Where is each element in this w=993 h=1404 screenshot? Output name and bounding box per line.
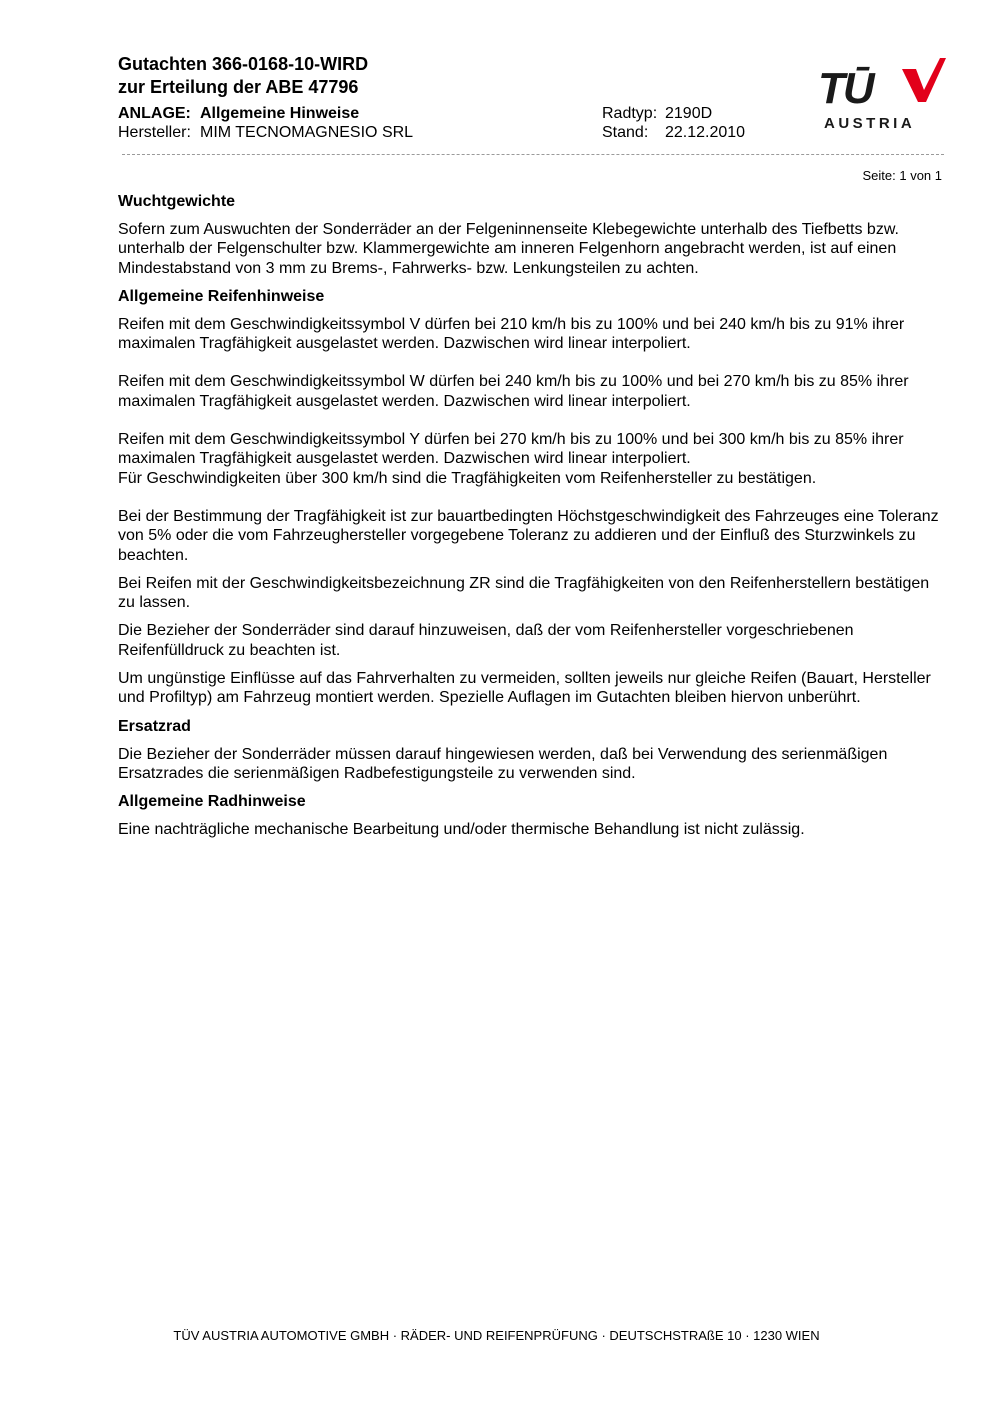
anlage-line	[118, 104, 359, 123]
anlage-value: Allgemeine Hinweise	[200, 105, 360, 122]
paragraph-gleiche-reifen: Um ungünstige Einflüsse auf das Fahrverhalten zu vermeiden, sollten jeweils nur gleiche Reifen (Bauart, Hersteller und Profiltyp) am Fahrzeug montiert werden. Spezielle Auflagen im Gutachten bleiben hiervon unberührt.	[118, 670, 931, 707]
header-divider	[122, 154, 944, 155]
paragraph-ersatzrad: Die Bezieher der Sonderräder müssen darauf hingewiesen werden, daß bei Verwendung des serienmäßigen Ersatzrades die serienmäßigen Radbefestigungsteile zu verwenden sind.	[118, 745, 888, 782]
radtyp-label: Radtyp:	[602, 105, 658, 122]
radtyp-value: 2190D	[665, 105, 713, 122]
logo-v-chevron	[902, 58, 946, 102]
document-subtitle: zur Erteilung der ABE 47796	[118, 77, 359, 97]
paragraph-zr: Bei Reifen mit der Geschwindigkeitsbezeichnung ZR sind die Tragfähigkeiten von den Reifenherstellern bestätigen zu lassen.	[118, 574, 930, 612]
paragraph-reifen-y: Reifen mit dem Geschwindigkeitssymbol Y dürfen bei 270 km/h bis zu 100% und bei 300 km/h bis zu 85% ihrer maximalen Tragfähigkeit ausgelastet werden. Dazwischen wird linear interpoliert.	[118, 431, 904, 468]
page-footer: TÜV AUSTRIA AUTOMOTIVE GMBH · RÄDER- UND REIFENPRÜFUNG · DEUTSCHSTRAßE 10 · 1230 WIEN	[173, 1328, 820, 1343]
heading-wuchtgewichte: Wuchtgewichte	[118, 193, 236, 210]
stand-label: Stand:	[602, 124, 649, 141]
hersteller-line	[118, 123, 413, 142]
stand-value: 22.12.2010	[665, 124, 746, 141]
paragraph-reifen-300: Für Geschwindigkeiten über 300 km/h sind die Tragfähigkeiten vom Reifenhersteller zu bestätigen.	[118, 469, 817, 487]
page-number: Seite: 1 von 1	[862, 168, 942, 183]
paragraph-tragfaehigkeit: Bei der Bestimmung der Tragfähigkeit ist zur bauartbedingten Höchstgeschwindigkeit des Fahrzeuges eine Toleranz von 5% oder die vom Fahrzeughersteller vorgegebene Toleranz zu addieren und der Einfluß des Sturzwinkels zu beachten.	[118, 507, 939, 564]
heading-reifenhinweise: Allgemeine Reifenhinweise	[118, 287, 325, 305]
tuev-austria-logo	[816, 56, 946, 132]
document-body	[118, 192, 948, 849]
paragraph-fuelldruck: Die Bezieher der Sonderräder sind darauf hinzuweisen, daß der vom Reifenhersteller vorgeschriebenen Reifenfülldruck zu beachten ist.	[118, 622, 854, 659]
stand-line	[602, 123, 745, 142]
heading-radhinweise: Allgemeine Radhinweise	[118, 793, 306, 811]
heading-ersatzrad: Ersatzrad	[118, 717, 191, 735]
anlage-label: ANLAGE:	[118, 105, 191, 122]
logo-sub-text: AUSTRIA	[824, 115, 916, 132]
hersteller-value: MIM TECNOMAGNESIO SRL	[200, 124, 414, 141]
document-title: Gutachten 366-0168-10-WIRD	[118, 54, 369, 74]
paragraph-reifen-v: Reifen mit dem Geschwindigkeitssymbol V dürfen bei 210 km/h bis zu 100% und bei 240 km/h bis zu 91% ihrer maximalen Tragfähigkeit ausgelastet werden. Dazwischen wird linear interpoliert.	[118, 315, 905, 353]
paragraph-wuchtgewichte: Sofern zum Auswuchten der Sonderräder an der Felgeninnenseite Klebegewichte unterhalb des Tiefbetts bzw. unterhalb der Felgenschulter bzw. Klammergewichte am inneren Felgenhorn angebracht werden, ist auf einen Mindestabstand von 3 mm zu Brems-, Fahrwerks- bzw. Lenkungsteilen zu achten.	[118, 221, 899, 277]
radtyp-line	[602, 104, 712, 123]
paragraph-radhinweise: Eine nachträgliche mechanische Bearbeitung und/oder thermische Behandlung ist nicht zulässig.	[118, 821, 805, 839]
paragraph-reifen-w: Reifen mit dem Geschwindigkeitssymbol W dürfen bei 240 km/h bis zu 100% und bei 270 km/h bis zu 85% ihrer maximalen Tragfähigkeit ausgelastet werden. Dazwischen wird linear interpoliert.	[118, 373, 909, 410]
hersteller-label: Hersteller:	[118, 124, 191, 141]
logo-main-text: TŪ	[818, 64, 873, 113]
